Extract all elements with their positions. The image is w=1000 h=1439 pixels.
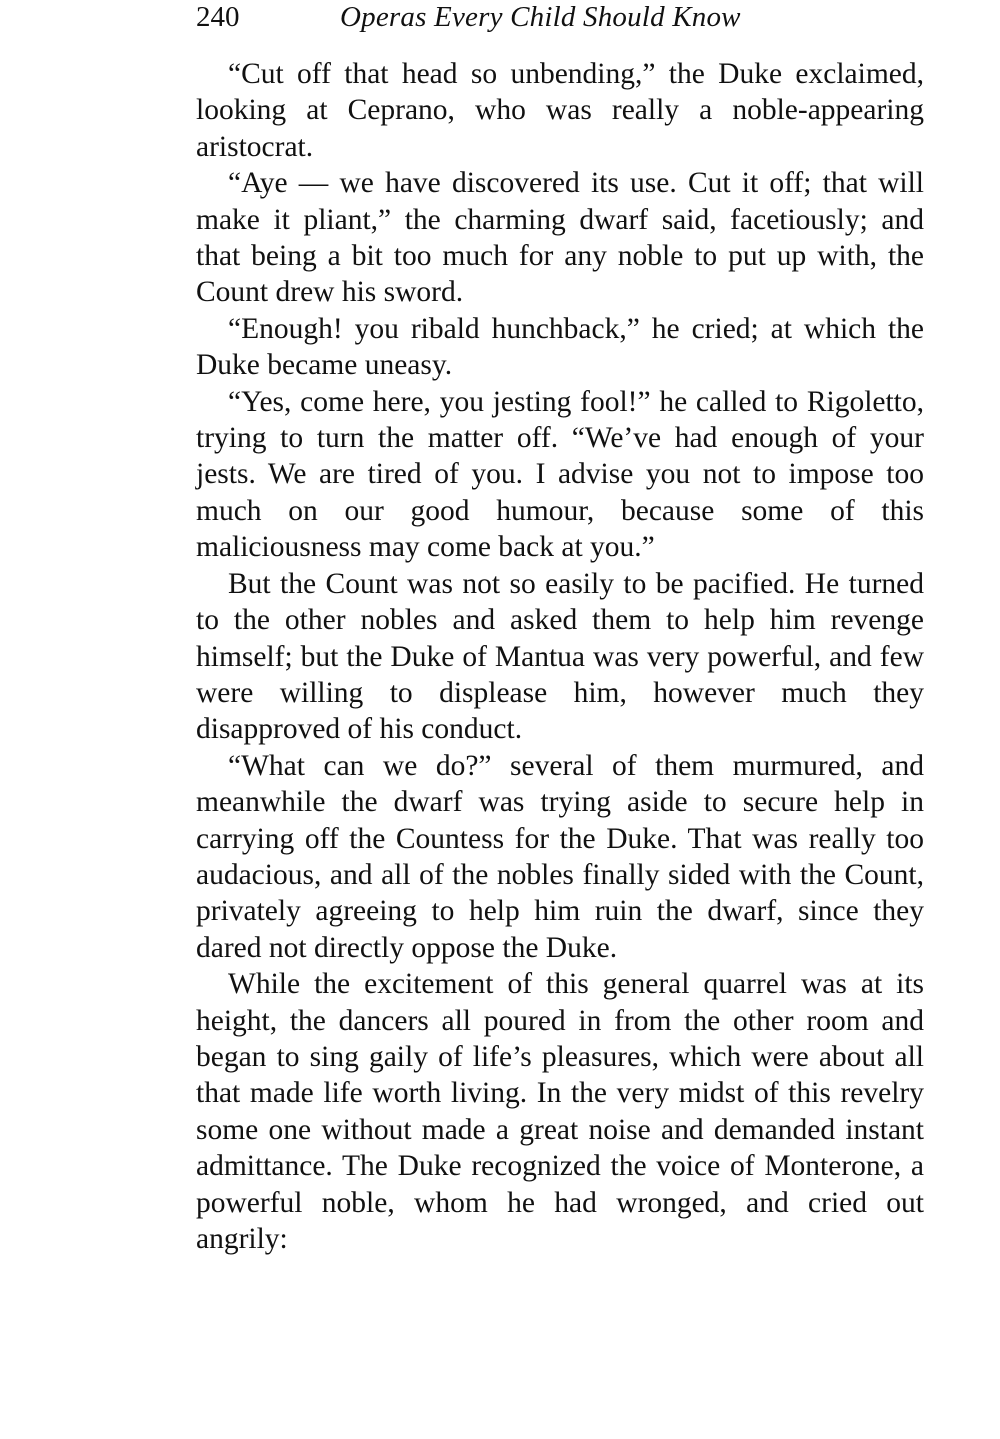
book-title: Operas Every Child Should Know — [340, 1, 741, 33]
paragraph-duke-to-rigoletto: “Yes, come here, you jesting fool!” he called to Rigoletto, trying to turn the matter off. “We’ve had enough of your jests. We are tired of you. I advise you not to impose too much on our good humour, because some of this maliciousness may come back at you.” — [196, 385, 924, 564]
paragraph-count-seeks-revenge: But the Count was not so easily to be pacified. He turned to the other nobles and asked them to help him revenge himself; but the Duke of Mantua was very powerful, and few were willing to displease him, however much they disapproved of his conduct. — [196, 567, 924, 746]
paragraph-monterone-arrives: While the excitement of this general quarrel was at its height, the dancers all poured in from the other room and began to sing gaily of life’s pleasures, which were about all that made life worth living. In the very midst of this revelry some one without made a great noise and demanded instant admittance. The Duke recognized the voice of Monterone, a powerful noble, whom he had wronged, and cried out angrily: — [196, 968, 924, 1255]
paragraph-dwarf-replies: “Aye — we have discovered its use. Cut it off; that will make it pliant,” the charming dwarf said, facetiously; and that being a bit too much for any noble to put up with, the Count drew his sword. — [196, 167, 924, 309]
paragraph-count-cries: “Enough! you ribald hunchback,” he cried; at which the Duke became uneasy. — [196, 312, 924, 382]
paragraph-duke-exclaims: “Cut off that head so unbending,” the Duke exclaimed, looking at Ceprano, who was really a noble-appearing aristocrat. — [196, 58, 924, 163]
paragraph-nobles-murmur: “What can we do?” several of them murmured, and meanwhile the dwarf was trying aside to secure help in carrying off the Countess for the Duke. That was really too audacious, and all of the nobles finally sided with the Count, privately agreeing to help him ruin the dwarf, since they dared not directly oppose the Duke. — [196, 749, 924, 964]
page-number: 240 — [196, 1, 240, 33]
body-text — [196, 56, 924, 1257]
running-head — [196, 0, 924, 34]
